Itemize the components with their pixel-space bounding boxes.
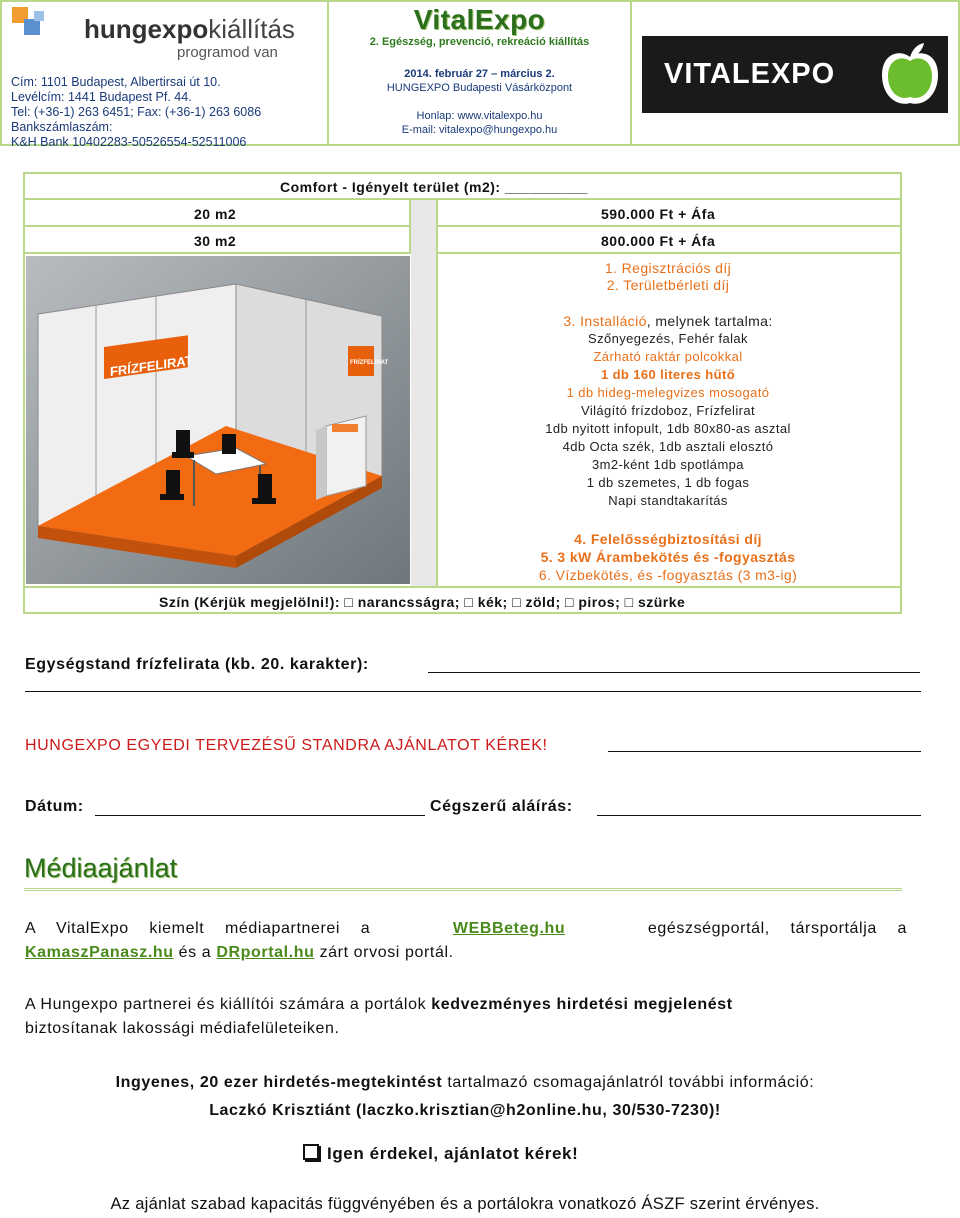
media-heading-rule (24, 888, 902, 891)
inclusion-item: Világító frízdoboz, Frízfelirat (580, 403, 755, 418)
date-input-line[interactable] (95, 815, 425, 816)
email-link[interactable]: E-mail: vitalexpo@hungexpo.hu (401, 124, 558, 136)
signature-label: Cégszerű aláírás: (430, 798, 573, 815)
drportal-link[interactable]: DRportal.hu (216, 944, 315, 961)
address-line: K&H Bank 10402283-50526554-52511006 (11, 135, 247, 149)
install-heading (438, 312, 898, 330)
logo-brand: hungexpo (84, 14, 209, 44)
frieze-sign-front: FRÍZFELIRAT (110, 352, 193, 380)
event-date: 2014. február 27 – március 2. (404, 68, 555, 80)
p3-contact: Laczkó Krisztiánt (laczko.krisztian@h2online.hu, 30/530-7230)! (209, 1102, 721, 1119)
fee-line: 1. Regisztrációs díj (604, 260, 732, 276)
price-label: 800.000 Ft + Áfa (601, 233, 716, 249)
media-heading: Médiaajánlat (24, 853, 178, 883)
p3-text: tartalmazó csomagajánlatról további információ: (447, 1074, 815, 1091)
frieze-input-line[interactable] (428, 672, 920, 673)
install-label: 3. Installáció (563, 313, 647, 329)
header-center-box (327, 0, 632, 146)
frieze-label: Egységstand frízfelirata (kb. 20. karakter): (25, 656, 369, 673)
address-line: Tel: (+36-1) 263 6451; Fax: (+36-1) 263 6086 (11, 105, 262, 119)
logo-suffix: kiállítás (208, 14, 295, 44)
p3-bold: Ingyenes, 20 ezer hirdetés-megtekintést (115, 1074, 443, 1091)
extra-line: 5. 3 kW Árambekötés és -fogyasztás (540, 549, 796, 565)
area-label: 20 m2 (194, 206, 237, 222)
p1-text: egészségportál, társportálja a (647, 920, 908, 937)
footer-note: Az ajánlat szabad kapacitás függvényében és a portálokra vonatkozó ÁSZF szerint érvényes. (110, 1195, 820, 1213)
extra-line: 6. Vízbekötés, és -fogyasztás (3 m3-ig) (538, 567, 798, 583)
p2-bold: kedvezményes hirdetési megjelenést (431, 996, 733, 1013)
install-rest: , melynek tartalma: (646, 313, 773, 329)
vitalexpo-logo-text: VITALEXPO (664, 58, 836, 90)
header-left-box (0, 0, 329, 149)
event-venue: HUNGEXPO Budapesti Vásárközpont (386, 82, 573, 94)
extra-line: 4. Felelősségbiztosítási díj (574, 531, 762, 547)
signature-input-line[interactable] (597, 815, 921, 816)
frieze-sign-side: FRÍZFELIRAT (350, 360, 389, 366)
address-line: Levélcím: 1441 Budapest Pf. 44. (11, 90, 192, 104)
inclusion-item: Szőnyegezés, Fehér falak (588, 331, 748, 346)
inclusion-item: 4db Octa szék, 1db asztali elosztó (562, 439, 774, 454)
media-paragraph-1 (25, 917, 907, 941)
fee-line: 2. Területbérleti díj (606, 277, 730, 293)
p1-text: és a (178, 944, 212, 961)
checkbox-label: Igen érdekel, ajánlatot kérek! (327, 1144, 579, 1163)
p1-text: zárt orvosi portál. (319, 944, 454, 961)
inclusion-item: 1 db 160 literes hűtő (600, 367, 736, 382)
logo-tagline: programod van (177, 44, 278, 61)
stand-image (26, 256, 410, 584)
p2-text: A Hungexpo partnerei és kiállítói számára a portálok (25, 996, 427, 1013)
media-paragraph-2 (25, 993, 907, 1041)
inclusion-item: 3m2-ként 1db spotlámpa (592, 457, 744, 472)
apple-icon (874, 39, 946, 111)
price-label: 590.000 Ft + Áfa (601, 206, 716, 222)
inclusion-item: Napi standtakarítás (608, 493, 728, 508)
inclusion-item: 1 db hideg-melegvizes mosogató (566, 385, 770, 400)
frieze-input-line-2[interactable] (25, 691, 921, 692)
event-title: VitalExpo (413, 4, 546, 35)
p2-text: biztosítanak lakossági médiafelületeiken. (25, 1020, 340, 1037)
event-subtitle: 2. Egészség, prevenció, rekreáció kiállítás (369, 36, 590, 48)
inclusion-item: 1 db szemetes, 1 db fogas (586, 475, 750, 490)
checkbox-icon[interactable] (303, 1144, 319, 1160)
address-line: Cím: 1101 Budapest, Albertirsai út 10. (11, 75, 221, 89)
interest-checkbox-row[interactable] (303, 1144, 578, 1164)
webbeteg-link[interactable]: WEBBeteg.hu (452, 920, 566, 937)
kamaszpanasz-link[interactable]: KamaszPanasz.hu (25, 944, 174, 961)
header-right-box (630, 0, 960, 146)
vitalexpo-logo (642, 36, 948, 113)
area-label: 30 m2 (194, 233, 237, 249)
hungexpo-logo (10, 5, 50, 45)
media-paragraph-1-cont (25, 941, 454, 965)
inclusion-item: Zárható raktár polcokkal (593, 349, 743, 364)
address-block (11, 75, 261, 150)
media-paragraph-3 (20, 1069, 910, 1125)
custom-design-line[interactable] (608, 751, 921, 752)
address-line: Bankszámlaszám: (11, 120, 113, 134)
p1-text: A VitalExpo kiemelt médiapartnerei a (25, 920, 371, 937)
inclusion-item: 1db nyitott infopult, 1db 80x80-as asztal (545, 421, 791, 436)
website-link[interactable]: Honlap: www.vitalexpo.hu (416, 110, 543, 122)
logo-wordmark (84, 14, 295, 45)
column-divider (411, 200, 436, 586)
custom-design-request: HUNGEXPO EGYEDI TERVEZÉSŰ STANDRA AJÁNLATOT KÉREK! (25, 737, 548, 754)
date-label: Dátum: (25, 798, 84, 815)
stand-title: Comfort - Igényelt terület (m2): __________ (280, 179, 588, 195)
color-options[interactable]: Szín (Kérjük megjelölni!): □ narancsságra; □ kék; □ zöld; □ piros; □ szürke (159, 594, 686, 610)
